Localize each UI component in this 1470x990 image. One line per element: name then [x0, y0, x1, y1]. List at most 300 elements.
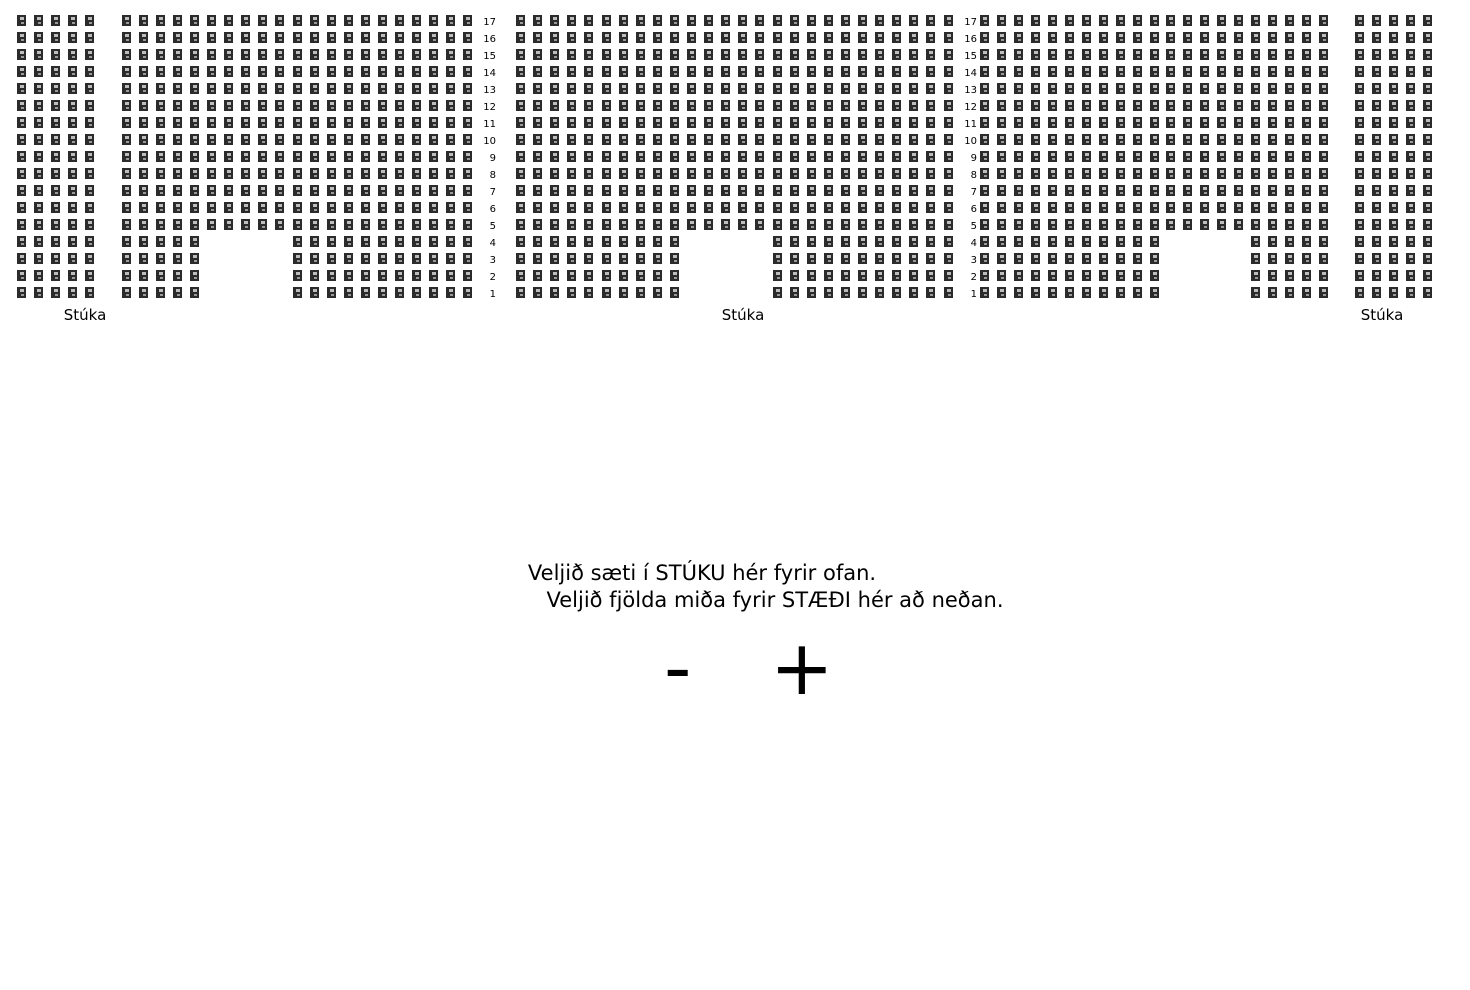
seat-center-row12-25[interactable]	[926, 100, 935, 111]
seat-left-main-row1-3[interactable]	[156, 287, 165, 298]
seat-center-row11-23[interactable]	[892, 117, 901, 128]
seat-left-balcony-row1-1[interactable]	[17, 287, 26, 298]
seat-right-balcony-row5-4[interactable]	[1406, 219, 1415, 230]
decrease-tickets-button[interactable]: -	[664, 623, 692, 712]
seat-left-main-row8-6[interactable]	[207, 168, 216, 179]
seat-right-balcony-row11-2[interactable]	[1372, 117, 1381, 128]
seat-left-main-row16-10[interactable]	[275, 32, 284, 43]
seat-center-row10-6[interactable]	[602, 134, 611, 145]
seat-left-balcony-row5-2[interactable]	[34, 219, 43, 230]
seat-center-row11-9[interactable]	[653, 117, 662, 128]
seat-right-main-row7-8[interactable]	[1099, 185, 1108, 196]
seat-center-row13-7[interactable]	[619, 83, 628, 94]
seat-right-main-row9-6[interactable]	[1065, 151, 1074, 162]
seat-center-row11-18[interactable]	[807, 117, 816, 128]
seat-right-main-row10-3[interactable]	[1014, 134, 1023, 145]
seat-right-main-row17-2[interactable]	[997, 15, 1006, 26]
seat-right-main-row15-10[interactable]	[1133, 49, 1142, 60]
seat-right-main-row11-10[interactable]	[1133, 117, 1142, 128]
seat-right-main-row13-11[interactable]	[1150, 83, 1159, 94]
seat-right-main-row6-7[interactable]	[1082, 202, 1091, 213]
seat-left-balcony-row11-2[interactable]	[34, 117, 43, 128]
seat-center-row13-10[interactable]	[670, 83, 679, 94]
seat-center-row1-8[interactable]	[636, 287, 645, 298]
seat-right-main-row9-8[interactable]	[1099, 151, 1108, 162]
seat-left-balcony-row12-1[interactable]	[17, 100, 26, 111]
seat-left-balcony-row8-4[interactable]	[68, 168, 77, 179]
seat-center-row17-14[interactable]	[738, 15, 747, 26]
seat-right-main-row4-3[interactable]	[1014, 236, 1023, 247]
seat-right-main-row1-10[interactable]	[1133, 287, 1142, 298]
seat-right-main-row16-1[interactable]	[980, 32, 989, 43]
seat-right-main-row17-17[interactable]	[1251, 15, 1260, 26]
seat-center-row14-21[interactable]	[858, 66, 867, 77]
seat-right-main-row1-8[interactable]	[1099, 287, 1108, 298]
seat-right-main-row14-16[interactable]	[1234, 66, 1243, 77]
seat-center-row14-13[interactable]	[721, 66, 730, 77]
seat-center-row13-20[interactable]	[841, 83, 850, 94]
seat-center-row8-6[interactable]	[602, 168, 611, 179]
seat-center-row16-24[interactable]	[909, 32, 918, 43]
seat-right-main-row7-9[interactable]	[1116, 185, 1125, 196]
seat-left-main-row8-18[interactable]	[412, 168, 421, 179]
seat-right-main-row5-6[interactable]	[1065, 219, 1074, 230]
seat-left-main-row16-21[interactable]	[463, 32, 472, 43]
seat-right-main-row9-10[interactable]	[1133, 151, 1142, 162]
seat-right-main-row4-10[interactable]	[1133, 236, 1142, 247]
seat-center-row14-20[interactable]	[841, 66, 850, 77]
seat-center-row6-8[interactable]	[636, 202, 645, 213]
seat-right-main-row6-13[interactable]	[1183, 202, 1192, 213]
seat-center-row10-23[interactable]	[892, 134, 901, 145]
seat-center-row15-12[interactable]	[704, 49, 713, 60]
seat-center-row7-4[interactable]	[567, 185, 576, 196]
seat-right-balcony-row17-1[interactable]	[1355, 15, 1364, 26]
seat-left-main-row7-12[interactable]	[310, 185, 319, 196]
seat-center-row15-25[interactable]	[926, 49, 935, 60]
seat-left-balcony-row15-4[interactable]	[68, 49, 77, 60]
seat-center-row1-16[interactable]	[773, 287, 782, 298]
seat-left-main-row3-2[interactable]	[139, 253, 148, 264]
seat-left-main-row13-12[interactable]	[310, 83, 319, 94]
seat-center-row8-21[interactable]	[858, 168, 867, 179]
seat-center-row17-18[interactable]	[807, 15, 816, 26]
seat-center-row7-11[interactable]	[687, 185, 696, 196]
seat-left-main-row7-17[interactable]	[395, 185, 404, 196]
seat-left-main-row9-14[interactable]	[344, 151, 353, 162]
seat-right-main-row11-14[interactable]	[1200, 117, 1209, 128]
seat-center-row12-26[interactable]	[944, 100, 953, 111]
seat-right-main-row5-3[interactable]	[1014, 219, 1023, 230]
seat-left-balcony-row15-5[interactable]	[85, 49, 94, 60]
seat-left-main-row11-13[interactable]	[327, 117, 336, 128]
seat-center-row12-2[interactable]	[533, 100, 542, 111]
seat-center-row9-16[interactable]	[773, 151, 782, 162]
seat-right-main-row4-7[interactable]	[1082, 236, 1091, 247]
seat-right-balcony-row2-4[interactable]	[1406, 270, 1415, 281]
seat-left-balcony-row13-5[interactable]	[85, 83, 94, 94]
seat-center-row12-5[interactable]	[584, 100, 593, 111]
seat-center-row7-20[interactable]	[841, 185, 850, 196]
seat-left-balcony-row13-3[interactable]	[51, 83, 60, 94]
seat-center-row2-9[interactable]	[653, 270, 662, 281]
seat-center-row15-26[interactable]	[944, 49, 953, 60]
seat-right-main-row17-6[interactable]	[1065, 15, 1074, 26]
seat-center-row4-23[interactable]	[892, 236, 901, 247]
seat-right-main-row11-9[interactable]	[1116, 117, 1125, 128]
seat-left-main-row14-20[interactable]	[446, 66, 455, 77]
seat-right-main-row13-2[interactable]	[997, 83, 1006, 94]
seat-right-main-row11-17[interactable]	[1251, 117, 1260, 128]
seat-right-main-row6-18[interactable]	[1268, 202, 1277, 213]
seat-left-main-row5-8[interactable]	[241, 219, 250, 230]
seat-center-row2-23[interactable]	[892, 270, 901, 281]
seat-left-main-row14-3[interactable]	[156, 66, 165, 77]
seat-center-row14-5[interactable]	[584, 66, 593, 77]
seat-right-main-row11-4[interactable]	[1031, 117, 1040, 128]
seat-left-main-row10-11[interactable]	[293, 134, 302, 145]
seat-left-main-row5-7[interactable]	[224, 219, 233, 230]
seat-right-balcony-row15-1[interactable]	[1355, 49, 1364, 60]
seat-left-main-row12-15[interactable]	[361, 100, 370, 111]
seat-right-main-row10-20[interactable]	[1302, 134, 1311, 145]
seat-left-main-row7-2[interactable]	[139, 185, 148, 196]
seat-left-main-row5-14[interactable]	[344, 219, 353, 230]
seat-center-row17-3[interactable]	[550, 15, 559, 26]
seat-center-row8-16[interactable]	[773, 168, 782, 179]
seat-right-main-row14-15[interactable]	[1217, 66, 1226, 77]
seat-center-row11-25[interactable]	[926, 117, 935, 128]
seat-left-balcony-row9-5[interactable]	[85, 151, 94, 162]
seat-left-balcony-row10-2[interactable]	[34, 134, 43, 145]
seat-center-row2-18[interactable]	[807, 270, 816, 281]
seat-right-main-row8-8[interactable]	[1099, 168, 1108, 179]
seat-left-balcony-row13-4[interactable]	[68, 83, 77, 94]
seat-right-main-row4-20[interactable]	[1302, 236, 1311, 247]
seat-left-main-row15-20[interactable]	[446, 49, 455, 60]
seat-center-row4-9[interactable]	[653, 236, 662, 247]
seat-center-row7-19[interactable]	[824, 185, 833, 196]
seat-left-main-row13-10[interactable]	[275, 83, 284, 94]
seat-left-main-row11-11[interactable]	[293, 117, 302, 128]
seat-right-main-row9-15[interactable]	[1217, 151, 1226, 162]
seat-center-row6-12[interactable]	[704, 202, 713, 213]
seat-left-main-row7-4[interactable]	[173, 185, 182, 196]
seat-center-row3-21[interactable]	[858, 253, 867, 264]
seat-left-main-row14-15[interactable]	[361, 66, 370, 77]
seat-left-main-row11-3[interactable]	[156, 117, 165, 128]
seat-left-main-row13-8[interactable]	[241, 83, 250, 94]
seat-left-main-row12-12[interactable]	[310, 100, 319, 111]
seat-left-main-row10-10[interactable]	[275, 134, 284, 145]
seat-center-row15-7[interactable]	[619, 49, 628, 60]
seat-left-main-row4-18[interactable]	[412, 236, 421, 247]
seat-right-main-row2-5[interactable]	[1048, 270, 1057, 281]
seat-left-main-row6-4[interactable]	[173, 202, 182, 213]
seat-right-balcony-row10-2[interactable]	[1372, 134, 1381, 145]
seat-center-row7-12[interactable]	[704, 185, 713, 196]
seat-center-row15-1[interactable]	[516, 49, 525, 60]
seat-right-main-row5-9[interactable]	[1116, 219, 1125, 230]
seat-right-main-row16-10[interactable]	[1133, 32, 1142, 43]
seat-right-main-row15-8[interactable]	[1099, 49, 1108, 60]
seat-left-main-row4-21[interactable]	[463, 236, 472, 247]
seat-center-row15-11[interactable]	[687, 49, 696, 60]
seat-right-balcony-row3-3[interactable]	[1389, 253, 1398, 264]
seat-right-main-row14-4[interactable]	[1031, 66, 1040, 77]
seat-right-main-row6-10[interactable]	[1133, 202, 1142, 213]
seat-left-main-row9-13[interactable]	[327, 151, 336, 162]
seat-left-main-row13-16[interactable]	[378, 83, 387, 94]
seat-right-balcony-row4-3[interactable]	[1389, 236, 1398, 247]
seat-center-row9-19[interactable]	[824, 151, 833, 162]
seat-center-row17-24[interactable]	[909, 15, 918, 26]
seat-center-row9-20[interactable]	[841, 151, 850, 162]
seat-left-main-row9-21[interactable]	[463, 151, 472, 162]
seat-right-main-row16-7[interactable]	[1082, 32, 1091, 43]
seat-left-main-row1-15[interactable]	[361, 287, 370, 298]
seat-right-main-row13-10[interactable]	[1133, 83, 1142, 94]
seat-left-main-row3-18[interactable]	[412, 253, 421, 264]
seat-left-main-row14-7[interactable]	[224, 66, 233, 77]
seat-right-main-row16-16[interactable]	[1234, 32, 1243, 43]
seat-center-row16-11[interactable]	[687, 32, 696, 43]
seat-center-row2-24[interactable]	[909, 270, 918, 281]
seat-right-main-row11-8[interactable]	[1099, 117, 1108, 128]
seat-left-balcony-row7-5[interactable]	[85, 185, 94, 196]
seat-center-row6-22[interactable]	[875, 202, 884, 213]
seat-right-main-row8-6[interactable]	[1065, 168, 1074, 179]
seat-left-main-row6-12[interactable]	[310, 202, 319, 213]
seat-right-main-row11-12[interactable]	[1166, 117, 1175, 128]
seat-left-main-row17-4[interactable]	[173, 15, 182, 26]
seat-center-row5-10[interactable]	[670, 219, 679, 230]
seat-center-row12-9[interactable]	[653, 100, 662, 111]
seat-right-main-row6-6[interactable]	[1065, 202, 1074, 213]
seat-center-row14-22[interactable]	[875, 66, 884, 77]
seat-center-row10-13[interactable]	[721, 134, 730, 145]
seat-right-main-row9-5[interactable]	[1048, 151, 1057, 162]
seat-center-row14-11[interactable]	[687, 66, 696, 77]
seat-center-row13-8[interactable]	[636, 83, 645, 94]
seat-center-row14-26[interactable]	[944, 66, 953, 77]
seat-center-row6-24[interactable]	[909, 202, 918, 213]
seat-right-main-row5-19[interactable]	[1285, 219, 1294, 230]
seat-center-row3-8[interactable]	[636, 253, 645, 264]
seat-left-main-row9-10[interactable]	[275, 151, 284, 162]
seat-left-main-row5-2[interactable]	[139, 219, 148, 230]
seat-center-row10-20[interactable]	[841, 134, 850, 145]
seat-left-main-row9-5[interactable]	[190, 151, 199, 162]
seat-center-row6-18[interactable]	[807, 202, 816, 213]
seat-center-row5-23[interactable]	[892, 219, 901, 230]
seat-right-main-row10-18[interactable]	[1268, 134, 1277, 145]
seat-center-row7-22[interactable]	[875, 185, 884, 196]
seat-left-balcony-row12-2[interactable]	[34, 100, 43, 111]
seat-center-row17-9[interactable]	[653, 15, 662, 26]
seat-left-main-row11-15[interactable]	[361, 117, 370, 128]
seat-center-row16-2[interactable]	[533, 32, 542, 43]
seat-right-main-row11-6[interactable]	[1065, 117, 1074, 128]
seat-left-main-row8-15[interactable]	[361, 168, 370, 179]
seat-right-main-row6-8[interactable]	[1099, 202, 1108, 213]
seat-left-main-row6-20[interactable]	[446, 202, 455, 213]
seat-right-main-row16-5[interactable]	[1048, 32, 1057, 43]
seat-right-main-row1-3[interactable]	[1014, 287, 1023, 298]
seat-right-main-row9-4[interactable]	[1031, 151, 1040, 162]
seat-right-main-row6-3[interactable]	[1014, 202, 1023, 213]
seat-center-row16-19[interactable]	[824, 32, 833, 43]
seat-left-main-row14-4[interactable]	[173, 66, 182, 77]
seat-center-row10-16[interactable]	[773, 134, 782, 145]
seat-left-main-row6-18[interactable]	[412, 202, 421, 213]
seat-left-main-row16-14[interactable]	[344, 32, 353, 43]
seat-center-row2-10[interactable]	[670, 270, 679, 281]
seat-right-main-row1-17[interactable]	[1251, 287, 1260, 298]
seat-right-main-row17-5[interactable]	[1048, 15, 1057, 26]
seat-right-main-row9-19[interactable]	[1285, 151, 1294, 162]
seat-right-main-row12-14[interactable]	[1200, 100, 1209, 111]
seat-center-row13-24[interactable]	[909, 83, 918, 94]
seat-left-balcony-row7-1[interactable]	[17, 185, 26, 196]
seat-left-main-row8-3[interactable]	[156, 168, 165, 179]
seat-right-main-row16-12[interactable]	[1166, 32, 1175, 43]
seat-center-row10-21[interactable]	[858, 134, 867, 145]
seat-left-balcony-row5-5[interactable]	[85, 219, 94, 230]
seat-right-main-row15-20[interactable]	[1302, 49, 1311, 60]
seat-center-row13-13[interactable]	[721, 83, 730, 94]
seat-right-main-row13-13[interactable]	[1183, 83, 1192, 94]
seat-left-main-row17-20[interactable]	[446, 15, 455, 26]
seat-center-row13-5[interactable]	[584, 83, 593, 94]
seat-center-row3-23[interactable]	[892, 253, 901, 264]
seat-center-row13-1[interactable]	[516, 83, 525, 94]
seat-center-row8-18[interactable]	[807, 168, 816, 179]
seat-right-main-row5-7[interactable]	[1082, 219, 1091, 230]
seat-right-main-row1-1[interactable]	[980, 287, 989, 298]
seat-left-main-row3-4[interactable]	[173, 253, 182, 264]
seat-left-main-row13-13[interactable]	[327, 83, 336, 94]
seat-left-balcony-row16-5[interactable]	[85, 32, 94, 43]
seat-center-row7-2[interactable]	[533, 185, 542, 196]
seat-left-main-row17-3[interactable]	[156, 15, 165, 26]
seat-left-main-row12-8[interactable]	[241, 100, 250, 111]
seat-right-main-row11-20[interactable]	[1302, 117, 1311, 128]
seat-right-main-row8-7[interactable]	[1082, 168, 1091, 179]
seat-right-main-row8-1[interactable]	[980, 168, 989, 179]
seat-right-main-row16-4[interactable]	[1031, 32, 1040, 43]
seat-left-main-row11-10[interactable]	[275, 117, 284, 128]
seat-right-balcony-row4-1[interactable]	[1355, 236, 1364, 247]
seat-left-main-row10-2[interactable]	[139, 134, 148, 145]
seat-right-balcony-row11-4[interactable]	[1406, 117, 1415, 128]
seat-right-main-row6-1[interactable]	[980, 202, 989, 213]
seat-center-row14-16[interactable]	[773, 66, 782, 77]
seat-left-main-row13-19[interactable]	[429, 83, 438, 94]
seat-right-main-row12-3[interactable]	[1014, 100, 1023, 111]
seat-left-balcony-row10-5[interactable]	[85, 134, 94, 145]
seat-center-row13-21[interactable]	[858, 83, 867, 94]
seat-left-main-row9-1[interactable]	[122, 151, 131, 162]
seat-center-row8-22[interactable]	[875, 168, 884, 179]
seat-center-row11-22[interactable]	[875, 117, 884, 128]
seat-left-main-row16-7[interactable]	[224, 32, 233, 43]
seat-center-row6-11[interactable]	[687, 202, 696, 213]
seat-left-main-row3-17[interactable]	[395, 253, 404, 264]
seat-right-main-row10-4[interactable]	[1031, 134, 1040, 145]
seat-right-main-row11-3[interactable]	[1014, 117, 1023, 128]
seat-right-main-row12-2[interactable]	[997, 100, 1006, 111]
seat-center-row2-17[interactable]	[790, 270, 799, 281]
seat-left-main-row17-8[interactable]	[241, 15, 250, 26]
seat-right-balcony-row8-1[interactable]	[1355, 168, 1364, 179]
seat-left-main-row3-16[interactable]	[378, 253, 387, 264]
seat-center-row5-15[interactable]	[755, 219, 764, 230]
seat-left-main-row10-17[interactable]	[395, 134, 404, 145]
seat-center-row11-16[interactable]	[773, 117, 782, 128]
seat-center-row9-26[interactable]	[944, 151, 953, 162]
seat-right-balcony-row17-2[interactable]	[1372, 15, 1381, 26]
seat-right-main-row11-18[interactable]	[1268, 117, 1277, 128]
seat-center-row12-23[interactable]	[892, 100, 901, 111]
seat-right-main-row16-9[interactable]	[1116, 32, 1125, 43]
seat-center-row12-12[interactable]	[704, 100, 713, 111]
seat-left-balcony-row14-1[interactable]	[17, 66, 26, 77]
seat-center-row1-5[interactable]	[584, 287, 593, 298]
seat-right-main-row12-18[interactable]	[1268, 100, 1277, 111]
seat-center-row12-1[interactable]	[516, 100, 525, 111]
seat-center-row5-20[interactable]	[841, 219, 850, 230]
seat-right-balcony-row12-1[interactable]	[1355, 100, 1364, 111]
seat-right-main-row17-15[interactable]	[1217, 15, 1226, 26]
seat-center-row8-4[interactable]	[567, 168, 576, 179]
seat-left-main-row3-19[interactable]	[429, 253, 438, 264]
seat-center-row5-6[interactable]	[602, 219, 611, 230]
seat-right-main-row3-2[interactable]	[997, 253, 1006, 264]
seat-right-balcony-row16-5[interactable]	[1423, 32, 1432, 43]
seat-left-main-row17-16[interactable]	[378, 15, 387, 26]
seat-left-balcony-row4-5[interactable]	[85, 236, 94, 247]
seat-right-main-row13-6[interactable]	[1065, 83, 1074, 94]
seat-center-row8-10[interactable]	[670, 168, 679, 179]
seat-left-main-row13-17[interactable]	[395, 83, 404, 94]
seat-center-row10-2[interactable]	[533, 134, 542, 145]
seat-left-main-row3-14[interactable]	[344, 253, 353, 264]
seat-center-row10-25[interactable]	[926, 134, 935, 145]
seat-center-row9-13[interactable]	[721, 151, 730, 162]
seat-center-row3-1[interactable]	[516, 253, 525, 264]
seat-center-row2-5[interactable]	[584, 270, 593, 281]
seat-left-main-row4-5[interactable]	[190, 236, 199, 247]
seat-right-main-row16-11[interactable]	[1150, 32, 1159, 43]
seat-center-row6-10[interactable]	[670, 202, 679, 213]
seat-left-main-row10-1[interactable]	[122, 134, 131, 145]
seat-left-balcony-row17-1[interactable]	[17, 15, 26, 26]
seat-right-main-row15-4[interactable]	[1031, 49, 1040, 60]
seat-right-main-row8-15[interactable]	[1217, 168, 1226, 179]
seat-right-main-row8-16[interactable]	[1234, 168, 1243, 179]
seat-center-row13-11[interactable]	[687, 83, 696, 94]
seat-center-row11-24[interactable]	[909, 117, 918, 128]
seat-left-main-row1-12[interactable]	[310, 287, 319, 298]
seat-center-row17-11[interactable]	[687, 15, 696, 26]
seat-right-main-row4-17[interactable]	[1251, 236, 1260, 247]
seat-right-main-row11-1[interactable]	[980, 117, 989, 128]
seat-center-row10-9[interactable]	[653, 134, 662, 145]
seat-left-main-row9-8[interactable]	[241, 151, 250, 162]
seat-center-row2-3[interactable]	[550, 270, 559, 281]
seat-center-row12-22[interactable]	[875, 100, 884, 111]
